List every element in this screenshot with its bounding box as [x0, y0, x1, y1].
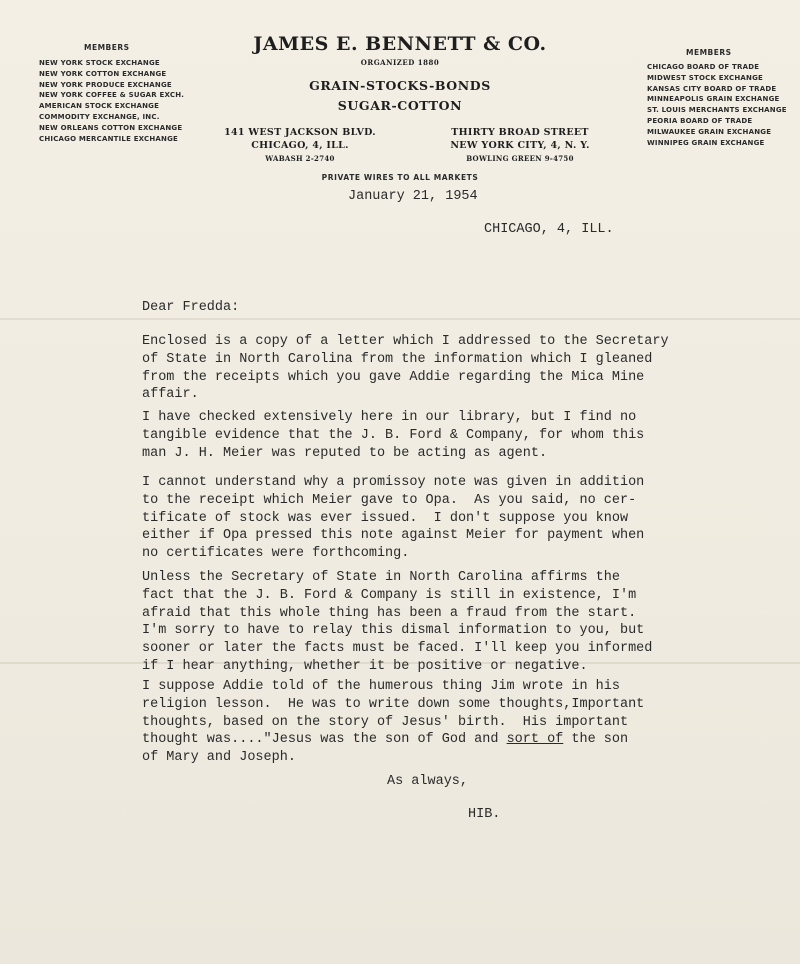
salutation: Dear Fredda:: [142, 300, 240, 315]
right-members-title: MEMBERS: [686, 48, 732, 57]
member-exchange: AMERICAN STOCK EXCHANGE: [39, 102, 160, 111]
member-exchange: NEW YORK COTTON EXCHANGE: [39, 69, 167, 78]
chicago-phone: WABASH 2-2740: [265, 154, 335, 163]
paragraph-3: I cannot understand why a promissoy note was given in addition to the receipt which Meier gave to Opa. As you said, no cer- tificate of stock was ever issued. I don't suppose you know either if Opa pressed this note against Meier for payment when no certificates were forthcoming.: [142, 475, 645, 562]
paragraph-5: [142, 678, 644, 767]
member-exchange: COMMODITY EXCHANGE, INC.: [39, 112, 160, 121]
paragraph-1: Enclosed is a copy of a letter which I addressed to the Secretary of State in North Carolina from the information which I gleaned from the receipts which you gave Addie regarding the Mica Mine affair.: [142, 334, 669, 403]
member-exchange: CHICAGO MERCANTILE EXCHANGE: [39, 134, 179, 143]
business-lines-2: SUGAR-COTTON: [337, 98, 463, 113]
member-exchange: ST. LOUIS MERCHANTS EXCHANGE: [647, 106, 787, 115]
member-exchange: MINNEAPOLIS GRAIN EXCHANGE: [647, 95, 780, 104]
closing: As always,: [387, 774, 469, 789]
member-exchange: NEW ORLEANS COTTON EXCHANGE: [39, 123, 183, 132]
member-exchange: WINNIPEG GRAIN EXCHANGE: [647, 138, 765, 147]
newyork-address: [420, 126, 620, 165]
member-exchange: MILWAUKEE GRAIN EXCHANGE: [647, 127, 772, 136]
signature-initials: HIB.: [468, 807, 501, 822]
paragraph-4: Unless the Secretary of State in North Carolina affirms the fact that the J. B. Ford & Company is still in existence, I'm afraid that this whole thing has been a fraud from the start. I'm sorry to have to relay this dismal information to you, but sooner or later the facts must be faced. I'll keep you informed if I hear anything, whether it be positive or negative.: [142, 570, 653, 674]
left-members-title: MEMBERS: [84, 43, 130, 52]
member-exchange: NEW YORK COFFEE & SUGAR EXCH.: [39, 91, 185, 100]
member-exchange: MIDWEST STOCK EXCHANGE: [647, 73, 764, 82]
member-exchange: KANSAS CITY BOARD OF TRADE: [647, 84, 777, 93]
member-exchange: NEW YORK PRODUCE EXCHANGE: [39, 80, 172, 89]
letter-date: January 21, 1954: [348, 189, 478, 204]
member-exchange: NEW YORK STOCK EXCHANGE: [39, 59, 160, 67]
chicago-address: [205, 126, 395, 165]
paper-fold-line: [0, 318, 800, 320]
letter-place: CHICAGO, 4, ILL.: [484, 222, 614, 237]
newyork-phone: BOWLING GREEN 9-4750: [466, 154, 574, 163]
chicago-street: 141 WEST JACKSON BLVD.: [224, 127, 376, 138]
member-exchange: PEORIA BOARD OF TRADE: [647, 116, 753, 125]
firm-name: JAMES E. BENNETT & CO.: [253, 33, 547, 55]
paragraph-2: I have checked extensively here in our library, but I find no tangible evidence that the J. B. Ford & Company, for whom this man J. H. Meier was reputed to be acting as agent.: [142, 410, 645, 461]
paragraph-5-tail: the son of Mary and Joseph.: [142, 732, 629, 766]
member-exchange: CHICAGO BOARD OF TRADE: [647, 63, 760, 71]
underlined-phrase: sort of: [506, 732, 564, 748]
paragraph-5-text: I suppose Addie told of the humerous thing Jim wrote in his religion lesson. He was to write down some thoughts,Important thoughts, based on the story of Jesus' birth. His important thought was...."Jesus was the son of God and: [142, 679, 645, 748]
newyork-street: THIRTY BROAD STREET: [451, 127, 589, 138]
business-lines-1: GRAIN-STOCKS-BONDS: [309, 78, 491, 93]
newyork-city: NEW YORK CITY, 4, N. Y.: [450, 140, 590, 151]
organized-year: ORGANIZED 1880: [360, 58, 440, 67]
chicago-city: CHICAGO, 4, ILL.: [251, 140, 349, 151]
private-wires-notice: PRIVATE WIRES TO ALL MARKETS: [321, 173, 479, 182]
